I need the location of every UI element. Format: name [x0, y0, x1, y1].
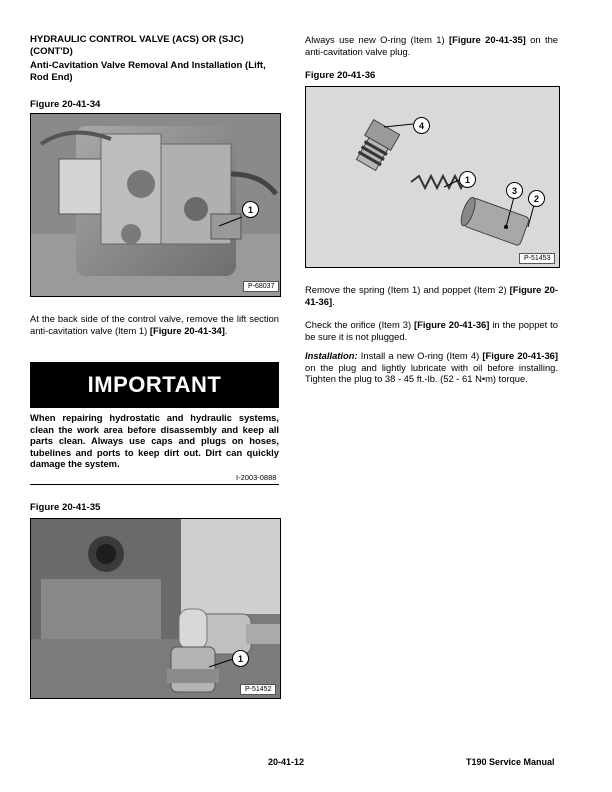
paragraph-check-orifice: Check the orifice (Item 3) [Figure 20-41-36] in the poppet to be sure it is not plugged.	[305, 319, 559, 342]
section-title: HYDRAULIC CONTROL VALVE (ACS) OR (SJC) (CONT'D)	[30, 34, 244, 57]
callout-1: 1	[232, 650, 249, 667]
figure-label: Figure 20-41-35	[30, 502, 101, 513]
figure-20-41-34-photo	[30, 113, 281, 297]
callout-4: 4	[413, 117, 430, 134]
photo-tag: P-51452	[240, 684, 276, 695]
page-number: 20-41-12	[268, 757, 305, 767]
paragraph-installation: Installation: Install a new O-ring (Item 4) [Figure 20-41-36] on the plug and lightly lubricate with oil before installing. Tighten the plug to 38 - 45 ft.-lb. (52 - 61 N•m) torque.	[305, 350, 558, 385]
figure-label: Figure 20-41-34	[30, 99, 101, 110]
important-code: I-2003-0888	[236, 473, 277, 482]
photo-tag: P-68037	[243, 281, 279, 292]
callout-1: 1	[459, 171, 476, 188]
manual-title: T190 Service Manual	[466, 757, 555, 767]
figure-20-41-36-photo	[305, 86, 560, 268]
paragraph-remove-valve: At the back side of the control valve, remove the lift section anti-cavitation valve (Item 1) [Figure 20-41-34].	[30, 313, 279, 336]
important-text: When repairing hydrostatic and hydraulic systems, clean the work area before disassembly and keep all parts clean. Always use caps and plugs on hoses, tubelines and ports to keep dirt out. Dirt can quickly damage the system.	[30, 412, 279, 470]
callout-1: 1	[242, 201, 259, 218]
divider	[30, 484, 279, 485]
paragraph-oring: Always use new O-ring (Item 1) [Figure 20-41-35] on the anti-cavitation valve plug.	[305, 34, 559, 57]
figure-label: Figure 20-41-36	[305, 70, 376, 81]
figure-20-41-35-photo	[30, 518, 281, 699]
important-banner: IMPORTANT	[30, 362, 279, 408]
subsection-title: Anti-Cavitation Valve Removal And Installation (Lift, Rod End)	[30, 60, 266, 83]
photo-tag: P-51453	[519, 253, 555, 264]
callout-3: 3	[506, 182, 523, 199]
paragraph-remove-spring: Remove the spring (Item 1) and poppet (Item 2) [Figure 20-41-36].	[305, 284, 558, 307]
callout-2: 2	[528, 190, 545, 207]
